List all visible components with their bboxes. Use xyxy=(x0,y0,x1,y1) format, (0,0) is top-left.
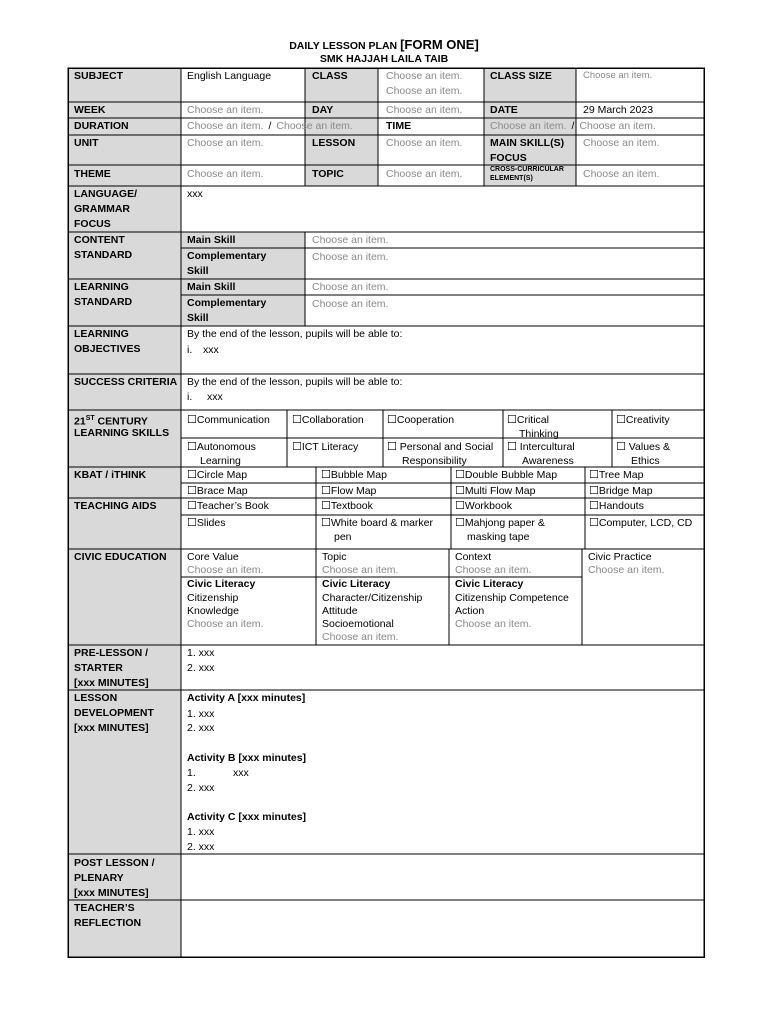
checkbox-icon[interactable]: ☐ xyxy=(292,441,302,453)
objectives-label-2: OBJECTIVES xyxy=(74,343,141,355)
century-label-2: LEARNING SKILLS xyxy=(74,427,170,439)
checkbox-icon[interactable]: ☐ xyxy=(292,414,302,426)
activity-b-heading: Activity B [xxx minutes] xyxy=(187,752,307,764)
map-label: Flow Map xyxy=(330,485,377,497)
civic-core-value-dropdown[interactable]: Choose an item. xyxy=(187,564,264,576)
checkbox-icon[interactable]: ☐ xyxy=(187,414,197,426)
topic-dropdown[interactable]: Choose an item. xyxy=(386,168,463,180)
checkbox-icon[interactable]: ☐ xyxy=(455,469,465,481)
cs-comp-skill-dropdown[interactable]: Choose an item. xyxy=(312,251,389,263)
aid-textbook[interactable] xyxy=(321,499,373,513)
aid-whiteboard-2: pen xyxy=(334,531,352,543)
language-label-3: FOCUS xyxy=(74,218,111,230)
aid-handouts[interactable] xyxy=(589,499,644,513)
duration-end-dropdown[interactable]: Choose an item. xyxy=(276,120,353,132)
ls-comp-skill-dropdown[interactable]: Choose an item. xyxy=(312,298,389,310)
civic-literacy-heading-3: Civic Literacy xyxy=(455,578,524,590)
checkbox-icon[interactable]: ☐ xyxy=(589,517,599,529)
development-label-2: DEVELOPMENT xyxy=(74,707,154,719)
aid-label: Textbook xyxy=(330,500,373,512)
checkbox-icon[interactable]: ☐ xyxy=(616,441,626,453)
week-dropdown[interactable]: Choose an item. xyxy=(187,104,264,116)
civic-literacy-heading-2: Civic Literacy xyxy=(322,578,391,590)
skill-autonomous-2: Learning xyxy=(200,455,241,467)
aid-whiteboard[interactable] xyxy=(321,516,433,530)
checkbox-icon[interactable]: ☐ xyxy=(589,485,599,497)
skill-label: Values & xyxy=(628,441,671,453)
skill-ict-literacy[interactable] xyxy=(292,440,358,454)
checkbox-icon[interactable]: ☐ xyxy=(387,414,397,426)
activity-a-item-1[interactable]: 1. xxx xyxy=(187,708,215,720)
skill-critical-thinking-2: Thinking xyxy=(519,428,559,440)
civic-literacy-1b: Knowledge xyxy=(187,605,239,617)
main-skill-label-2: FOCUS xyxy=(490,152,527,164)
activity-a-heading: Activity A [xxx minutes] xyxy=(187,692,306,704)
skill-cooperation[interactable] xyxy=(387,413,454,427)
skill-label: Personal and Social xyxy=(399,441,494,453)
skill-label: Autonomous xyxy=(196,441,256,453)
checkbox-icon[interactable]: ☐ xyxy=(589,500,599,512)
skill-personal-social[interactable] xyxy=(387,440,493,454)
language-value[interactable]: xxx xyxy=(187,188,203,200)
class-dropdown[interactable]: Choose an item. xyxy=(386,70,463,82)
checkbox-icon[interactable]: ☐ xyxy=(455,500,465,512)
cross-curricular-label: CROSS-CURRICULAR xyxy=(490,166,564,173)
aid-computer[interactable] xyxy=(589,516,692,530)
page-title xyxy=(0,37,768,52)
content-standard-label-2: STANDARD xyxy=(74,249,133,261)
checkbox-icon[interactable]: ☐ xyxy=(616,414,626,426)
map-multi-flow[interactable] xyxy=(455,484,535,498)
civic-literacy-3b: Action xyxy=(455,605,485,617)
slash-separator: / xyxy=(268,120,272,132)
civic-literacy-3-dropdown[interactable]: Choose an item. xyxy=(455,618,532,630)
civic-literacy-2-dropdown[interactable]: Choose an item. xyxy=(322,631,399,643)
class-label: CLASS xyxy=(312,70,348,82)
checkbox-icon[interactable]: ☐ xyxy=(321,500,331,512)
civic-literacy-3a: Citizenship Competence xyxy=(455,592,569,604)
aid-label: White board & marker xyxy=(330,517,433,529)
activity-c-heading: Activity C [xxx minutes] xyxy=(187,811,307,823)
checkbox-icon[interactable]: ☐ xyxy=(455,517,465,529)
post-lesson-label-2: PLENARY xyxy=(74,872,124,884)
success-item[interactable]: xxx xyxy=(207,391,223,403)
map-label: Tree Map xyxy=(598,469,644,481)
objectives-label: LEARNING xyxy=(74,328,129,340)
pre-lesson-item-2[interactable]: 2. xxx xyxy=(187,662,215,674)
content-standard-label: CONTENT xyxy=(74,234,125,246)
aid-label: Computer, LCD, CD xyxy=(598,517,693,529)
learning-standard-label: LEARNING xyxy=(74,281,129,293)
skill-label: Intercultural xyxy=(519,441,575,453)
map-brace[interactable] xyxy=(187,484,248,498)
checkbox-icon[interactable]: ☐ xyxy=(387,441,397,453)
post-lesson-label-3: [xxx MINUTES] xyxy=(74,887,149,899)
learning-standard-label-2: STANDARD xyxy=(74,296,133,308)
school-name: SMK HAJJAH LAILA TAIB xyxy=(319,53,449,65)
map-bridge[interactable] xyxy=(589,484,653,498)
cs-comp-skill-label-2: Skill xyxy=(187,265,209,277)
activity-c-item-1[interactable]: 1. xxx xyxy=(187,826,215,838)
cross-curricular-label-2: ELEMENT(S) xyxy=(490,175,533,182)
pre-lesson-item-1[interactable]: 1. xxx xyxy=(187,647,215,659)
activity-a-item-2[interactable]: 2. xxx xyxy=(187,722,215,734)
aid-label: Slides xyxy=(196,517,226,529)
time-end-dropdown[interactable]: Choose an item. xyxy=(579,120,656,132)
aid-mahjong-2: masking tape xyxy=(467,531,530,543)
aid-label: Teacher’s Book xyxy=(196,500,269,512)
map-label: Double Bubble Map xyxy=(464,469,558,481)
ls-comp-skill-label-2: Skill xyxy=(187,312,209,324)
civic-context-label: Context xyxy=(455,551,492,563)
map-label: Brace Map xyxy=(196,485,248,497)
map-label: Circle Map xyxy=(196,469,248,481)
civic-practice-label: Civic Practice xyxy=(588,551,652,563)
skill-label: Creativity xyxy=(625,414,670,426)
main-skill-dropdown[interactable]: Choose an item. xyxy=(583,137,660,149)
map-label: Bubble Map xyxy=(330,469,387,481)
language-label: LANGUAGE/ xyxy=(74,188,137,200)
century-label-num: 21 xyxy=(74,415,86,428)
aid-teachers-book[interactable] xyxy=(187,499,269,513)
civic-literacy-2c: Socioemotional xyxy=(322,618,394,630)
ls-main-skill-label: Main Skill xyxy=(187,281,236,293)
skill-communication[interactable] xyxy=(187,413,270,427)
theme-dropdown[interactable]: Choose an item. xyxy=(187,168,264,180)
day-dropdown[interactable]: Choose an item. xyxy=(386,104,463,116)
subject-value[interactable]: English Language xyxy=(187,70,272,82)
class-size-label: CLASS SIZE xyxy=(490,70,552,82)
activity-c-item-2[interactable]: 2. xxx xyxy=(187,841,215,853)
civic-context-dropdown[interactable]: Choose an item. xyxy=(455,564,532,576)
skill-autonomous[interactable] xyxy=(187,440,256,454)
map-bubble[interactable] xyxy=(321,468,387,482)
checkbox-icon[interactable]: ☐ xyxy=(321,469,331,481)
cross-curricular-dropdown[interactable]: Choose an item. xyxy=(583,168,660,180)
lesson-label: LESSON xyxy=(312,137,356,149)
kbat-label: KBAT / iTHINK xyxy=(74,469,147,481)
unit-label: UNIT xyxy=(74,137,99,149)
checkbox-icon[interactable]: ☐ xyxy=(455,485,465,497)
skill-creativity[interactable] xyxy=(616,413,670,427)
civic-topic-label: Topic xyxy=(322,551,347,563)
lesson-dropdown[interactable]: Choose an item. xyxy=(386,137,463,149)
class-size-dropdown[interactable]: Choose an item. xyxy=(583,70,653,81)
success-criteria-label: SUCCESS CRITERIA xyxy=(74,376,178,388)
aid-slides[interactable] xyxy=(187,516,225,530)
ls-main-skill-dropdown[interactable]: Choose an item. xyxy=(312,281,389,293)
aid-label: Mahjong paper & xyxy=(464,517,545,529)
civic-education-label: CIVIC EDUCATION xyxy=(74,551,167,563)
checkbox-icon[interactable]: ☐ xyxy=(187,500,197,512)
checkbox-icon[interactable]: ☐ xyxy=(321,517,331,529)
skill-label: ICT Literacy xyxy=(301,441,359,453)
duration-start-dropdown[interactable]: Choose an item. xyxy=(187,120,264,132)
civic-literacy-1-dropdown[interactable]: Choose an item. xyxy=(187,618,264,630)
pre-lesson-label: PRE-LESSON / xyxy=(74,647,149,659)
time-start-dropdown[interactable]: Choose an item. xyxy=(490,120,567,132)
skill-collaboration[interactable] xyxy=(292,413,364,427)
checkbox-icon[interactable]: ☐ xyxy=(589,469,599,481)
checkbox-icon[interactable]: ☐ xyxy=(187,441,197,453)
checkbox-icon[interactable]: ☐ xyxy=(507,414,517,426)
skill-intercultural[interactable] xyxy=(507,440,575,454)
skill-intercultural-2: Awareness xyxy=(522,455,574,467)
map-circle[interactable] xyxy=(187,468,247,482)
teaching-aids-label: TEACHING AIDS xyxy=(74,500,157,512)
duration-field xyxy=(187,119,353,133)
civic-literacy-1a: Citizenship xyxy=(187,592,239,604)
civic-literacy-2a: Character/Citizenship xyxy=(322,592,423,604)
reflection-label-2: REFLECTION xyxy=(74,917,142,929)
civic-core-value-label: Core Value xyxy=(187,551,239,563)
map-label: Multi Flow Map xyxy=(464,485,536,497)
checkbox-icon[interactable]: ☐ xyxy=(507,441,517,453)
day-label: DAY xyxy=(312,104,334,116)
activity-b-item-2[interactable]: 2. xxx xyxy=(187,782,215,794)
map-label: Bridge Map xyxy=(598,485,653,497)
map-double-bubble[interactable] xyxy=(455,468,557,482)
topic-label: TOPIC xyxy=(312,168,344,180)
aid-workbook[interactable] xyxy=(455,499,512,513)
civic-literacy-2b: Attitude xyxy=(322,605,358,617)
time-field xyxy=(490,119,656,133)
development-label-3: [xxx MINUTES] xyxy=(74,722,149,734)
skill-label: Cooperation xyxy=(396,414,455,426)
checkbox-icon[interactable]: ☐ xyxy=(187,485,197,497)
development-label: LESSON xyxy=(74,692,118,704)
objectives-intro: By the end of the lesson, pupils will be able to: xyxy=(187,328,403,340)
duration-label: DURATION xyxy=(74,120,129,132)
aid-label: Handouts xyxy=(598,500,644,512)
checkbox-icon[interactable]: ☐ xyxy=(321,485,331,497)
ls-comp-skill-label: Complementary xyxy=(187,297,267,309)
reflection-label: TEACHER’S xyxy=(74,902,135,914)
unit-dropdown[interactable]: Choose an item. xyxy=(187,137,264,149)
skill-personal-social-2: Responsibility xyxy=(402,455,467,467)
subject-label: SUBJECT xyxy=(74,70,124,82)
success-intro: By the end of the lesson, pupils will be able to: xyxy=(187,376,403,388)
skill-label: Critical xyxy=(516,414,549,426)
date-label: DATE xyxy=(490,104,518,116)
reflection-field[interactable] xyxy=(182,901,703,956)
skill-values-ethics[interactable] xyxy=(616,440,670,454)
civic-literacy-heading-1: Civic Literacy xyxy=(187,578,256,590)
objectives-item[interactable]: xxx xyxy=(203,344,219,356)
skill-critical-thinking[interactable] xyxy=(507,413,549,427)
class-dropdown-2[interactable]: Choose an item. xyxy=(386,85,463,97)
checkbox-icon[interactable]: ☐ xyxy=(187,469,197,481)
skill-label: Communication xyxy=(196,414,270,426)
map-tree[interactable] xyxy=(589,468,643,482)
century-label-rest: CENTURY xyxy=(94,415,148,428)
century-label-sup: ST xyxy=(85,415,95,422)
cs-comp-skill-label: Complementary xyxy=(187,250,267,262)
civic-topic-dropdown[interactable]: Choose an item. xyxy=(322,564,399,576)
post-lesson-label: POST LESSON / xyxy=(74,857,155,869)
skill-values-ethics-2: Ethics xyxy=(631,455,660,467)
post-lesson-field[interactable] xyxy=(182,855,703,899)
cs-main-skill-dropdown[interactable]: Choose an item. xyxy=(312,234,389,246)
pre-lesson-label-3: [xxx MINUTES] xyxy=(74,677,149,689)
language-label-2: GRAMMAR xyxy=(74,203,130,215)
main-skill-label: MAIN SKILL(S) xyxy=(490,137,565,149)
map-flow[interactable] xyxy=(321,484,376,498)
week-label: WEEK xyxy=(74,104,106,116)
success-item-num: i. xyxy=(187,391,193,403)
objectives-item-num: i. xyxy=(187,344,193,356)
activity-b-item-1[interactable]: xxx xyxy=(233,767,249,779)
cs-main-skill-label: Main Skill xyxy=(187,234,236,246)
pre-lesson-label-2: STARTER xyxy=(74,662,123,674)
time-label: TIME xyxy=(386,120,412,132)
title-text: DAILY LESSON PLAN xyxy=(289,40,398,52)
slash-separator: / xyxy=(571,120,575,132)
theme-label: THEME xyxy=(74,168,111,180)
aid-label: Workbook xyxy=(464,500,512,512)
checkbox-icon[interactable]: ☐ xyxy=(187,517,197,529)
activity-b-item-1-num: 1. xyxy=(187,767,196,779)
date-value[interactable]: 29 March 2023 xyxy=(583,104,654,116)
title-form: [FORM ONE] xyxy=(400,37,479,52)
skill-label: Collaboration xyxy=(301,414,364,426)
civic-practice-dropdown[interactable]: Choose an item. xyxy=(588,564,665,576)
aid-mahjong[interactable] xyxy=(455,516,545,530)
